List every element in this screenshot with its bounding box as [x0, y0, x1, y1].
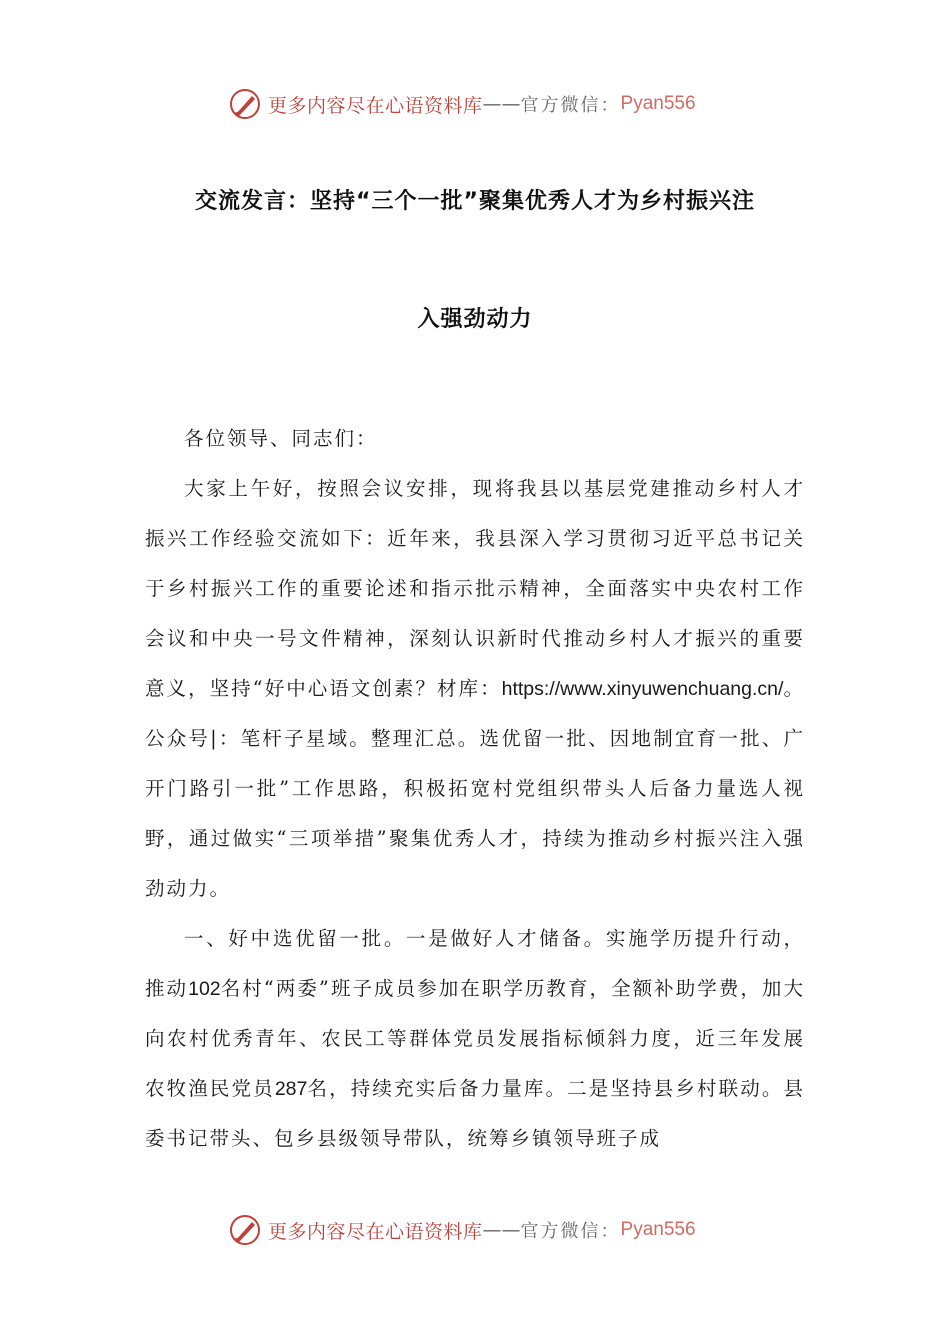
- document-title-line-1: 交流发言：坚持“三个一批”聚集优秀人才为乡村振兴注: [195, 189, 755, 214]
- intro-text-part-1: 大家上午好，按照会议安排，现将我县以基层党建推动乡村人才振兴工作经验交流如下：近年来，我县深入学习贯彻习近平总书记关于乡村振兴工作的重要论述和指示批示精神，全面落实中央农村工作会议和中央一号文件精神，深刻认识新时代推动乡村人才振兴的重要意义，坚持“好中心语文创素？材库：: [145, 477, 805, 700]
- section-one-text-part-1: 一、好中选优留一批。一是做好人才储备。实施学历提升行动，推动: [145, 927, 805, 1000]
- banner-dash: ——: [482, 93, 521, 115]
- footer-dash: ——: [482, 1219, 521, 1241]
- section-one-number-2: 287: [274, 1078, 308, 1100]
- section-one-number-1: 102: [188, 978, 221, 1000]
- header-watermark-banner: [228, 84, 748, 124]
- document-body: [145, 414, 805, 1164]
- section-one-text-part-3: 名，持续充实后备力量库。二是坚持县乡村联动。县委书记带头、包乡县级领导带队，统筹乡镇领导班子成: [145, 1077, 805, 1150]
- footer-wechat-id: Pyan556: [620, 1219, 696, 1240]
- footer-watermark-banner: [228, 1210, 748, 1250]
- greeting-paragraph: 各位领导、同志们：: [184, 427, 378, 450]
- banner-wechat-id: Pyan556: [620, 93, 696, 114]
- banner-brand-text: 更多内容尽在心语资料库: [268, 94, 483, 117]
- section-one-paragraph: [145, 914, 805, 1164]
- document-title-line-2: 入强劲动力: [417, 307, 533, 332]
- quill-logo-icon: [228, 1213, 262, 1247]
- intro-text-part-2: 。公众号|：笔杆子星域。整理汇总。选优留一批、因地制宜育一批、广开门路引一批”工作思路，积极拓宽村党组织带头人后备力量选人视野，通过做实“三项举措”聚集优秀人才，持续为推动乡村振兴注入强劲动力。: [145, 677, 805, 900]
- intro-url-text: https://www.xinyuwenchuang.cn/: [501, 678, 784, 700]
- quill-logo-icon: [228, 87, 262, 121]
- footer-wechat-label: 官方微信：: [520, 1221, 621, 1242]
- footer-brand-text: 更多内容尽在心语资料库: [268, 1220, 483, 1243]
- section-one-text-part-2: 名村“两委”班子成员参加在职学历教育，全额补助学费，加大向农村优秀青年、农民工等群体党员发展指标倾斜力度，近三年发展农牧渔民党员: [145, 977, 805, 1100]
- intro-paragraph: [145, 464, 805, 914]
- banner-wechat-label: 官方微信：: [520, 95, 621, 116]
